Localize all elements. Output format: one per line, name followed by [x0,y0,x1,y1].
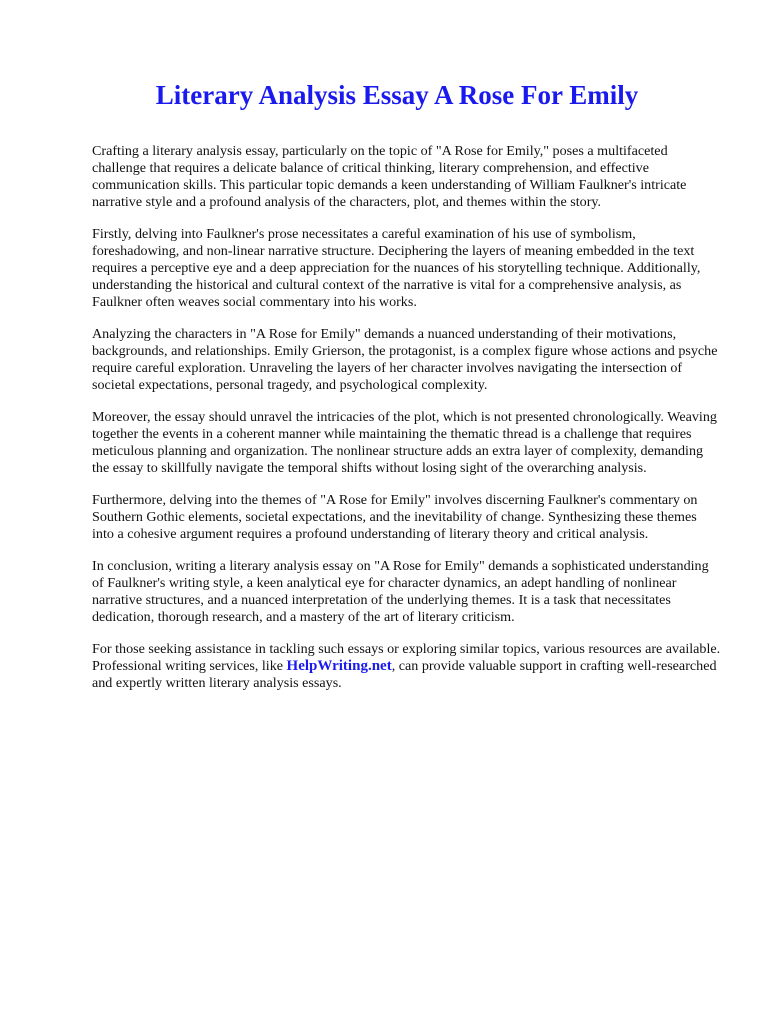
paragraph-prose: Firstly, delving into Faulkner's prose necessitates a careful examination of his use of symbolism, foreshadowing, and non-linear narrative structure. Deciphering the layers of meaning embedded in the text requires a perceptive eye and a deep appreciation for the nuances of his storytelling technique. Additionally, understanding the historical and cultural context of the narrative is vital for a comprehensive analysis, as Faulkner often weaves social commentary into his works. [92,226,701,310]
paragraph-themes: Furthermore, delving into the themes of "A Rose for Emily" involves discerning Faulkner's commentary on Southern Gothic elements, societal expectations, and the inevitability of change. Synthesizing these themes into a cohesive argument requires a profound understanding of literary theory and critical analysis. [92,492,698,542]
paragraph-plot: Moreover, the essay should unravel the intricacies of the plot, which is not presented chronologically. Weaving together the events in a coherent manner while maintaining the thematic thread is a challenge that requires meticulous planning and organization. The nonlinear structure adds an extra layer of complexity, demanding the essay to skillfully navigate the temporal shifts without losing sight of the overarching analysis. [92,409,717,476]
helpwriting-link[interactable]: HelpWriting.net [286,658,392,674]
paragraph-characters: Analyzing the characters in "A Rose for Emily" demands a nuanced understanding of their motivations, backgrounds, and relationships. Emily Grierson, the protagonist, is a complex figure whose actions and psyche require careful exploration. Unraveling the layers of her character involves navigating the intersection of societal expectations, personal tragedy, and psychological complexity. [92,326,718,393]
paragraph-closing [92,641,722,692]
closing-text-before-link: For those seeking assistance in tackling such essays or exploring similar topics, various resources are available. Professional writing services, like [92,641,721,674]
page-title: Literary Analysis Essay A Rose For Emily [155,80,639,110]
paragraph-conclusion: In conclusion, writing a literary analysis essay on "A Rose for Emily" demands a sophisticated understanding of Faulkner's writing style, a keen analytical eye for character dynamics, an adept handling of nonlinear narrative structures, and a nuanced interpretation of the underlying themes. It is a task that necessitates dedication, thorough research, and a mastery of the art of literary criticism. [92,558,709,625]
paragraph-intro: Crafting a literary analysis essay, particularly on the topic of "A Rose for Emily," poses a multifaceted challenge that requires a delicate balance of critical thinking, literary comprehension, and effective communication skills. This particular topic demands a keen understanding of William Faulkner's intricate narrative style and a profound analysis of the characters, plot, and themes within the story. [92,143,687,210]
closing-text-after-link: , can provide valuable support in crafting well-researched and expertly written literary analysis essays. [92,658,717,691]
